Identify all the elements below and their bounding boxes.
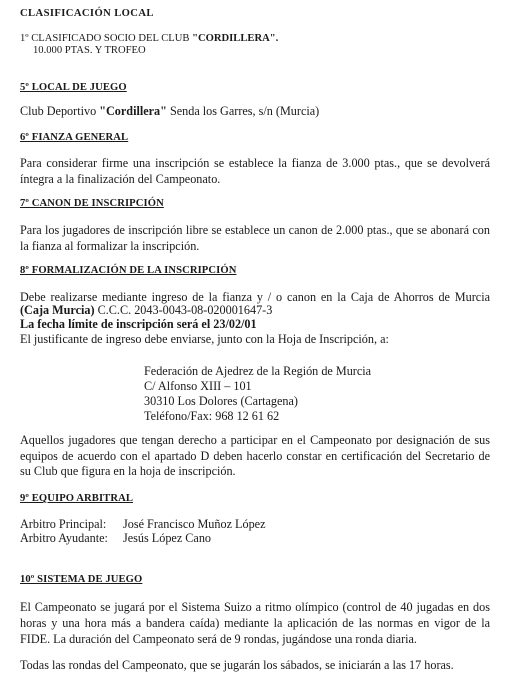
formalization-line1: Debe realizarse mediante ingreso de la fianza y / o canon en la Caja de Ahorros de Murcia — [20, 290, 490, 304]
formalization-note: Aquellos jugadores que tengan derecho a participar en el Campeonato por designación de sus equipos de acuerdo con el apartado D deben hacerlo constar en certificación del Secretario de su Club que figura en la hoja de inscripción. — [20, 433, 490, 478]
address-line: Federación de Ajedrez de la Región de Murcia — [144, 364, 372, 378]
referees-heading: 9º EQUIPO ARBITRAL — [20, 493, 134, 504]
venue-line — [20, 104, 319, 119]
address-line: 30310 Los Dolores (Cartagena) — [144, 394, 298, 408]
venue-prefix: Club Deportivo — [20, 104, 100, 118]
prize-prefix: 1º CLASIFICADO SOCIO DEL CLUB — [20, 33, 193, 44]
venue-heading: 5º LOCAL DE JUEGO — [20, 82, 127, 93]
classification-heading: CLASIFICACIÓN LOCAL — [20, 8, 154, 19]
referee-name: José Francisco Muñoz López — [123, 517, 266, 531]
deposit-heading: 6º FIANZA GENERAL — [20, 132, 129, 143]
system-rounds: Todas las rondas del Campeonato, que se jugarán los sábados, se iniciarán a las 17 horas. — [20, 658, 454, 672]
address-line: C/ Alfonso XIII – 101 — [144, 379, 252, 393]
venue-address: Senda los Garres, s/n (Murcia) — [166, 104, 320, 118]
bank-name: (Caja Murcia) — [20, 303, 95, 317]
referee-role: Arbitro Principal: — [20, 517, 107, 531]
formalization-deadline: La fecha límite de inscripción será el 23/02/01 — [20, 317, 257, 331]
system-heading: 10º SISTEMA DE JUEGO — [20, 574, 143, 585]
referee-name: Jesús López Cano — [123, 531, 212, 545]
formalization-receipt: El justificante de ingreso debe enviarse, junto con la Hoja de Inscripción, a: — [20, 332, 389, 346]
classification-prize-amount: 10.000 PTAS. Y TROFEO — [33, 45, 146, 56]
deposit-text: Para considerar firme una inscripción se establece la fianza de 3.000 ptas., que se devolverá íntegra a la finalización del Campeonato. — [20, 156, 490, 186]
system-text: El Campeonato se jugará por el Sistema Suizo a ritmo olímpico (control de 40 jugadas en dos horas y una hora más a bandera caída) mediante la aplicación de las normas en vigor de la FIDE. La duración del Campeonato será de 9 rondas, jugándose una ronda diaria. — [20, 600, 490, 646]
fee-text: Para los jugadores de inscripción libre se establece un canon de 2.000 ptas., que se abonará con la fianza al formalizar la inscripción. — [20, 223, 490, 253]
fee-heading: 7º CANON DE INSCRIPCIÓN — [20, 198, 164, 209]
formalization-bank-line — [20, 303, 272, 318]
prize-club: "CORDILLERA". — [192, 33, 279, 44]
formalization-heading: 8º FORMALIZACIÓN DE LA INSCRIPCIÓN — [20, 265, 237, 276]
federation-address — [144, 364, 371, 424]
address-line: Teléfono/Fax: 968 12 61 62 — [144, 409, 280, 423]
venue-club: "Cordillera" — [99, 104, 167, 118]
referee-role: Arbitro Ayudante: — [20, 531, 108, 545]
bank-account: C.C.C. 2043-0043-08-020001647-3 — [94, 303, 273, 317]
